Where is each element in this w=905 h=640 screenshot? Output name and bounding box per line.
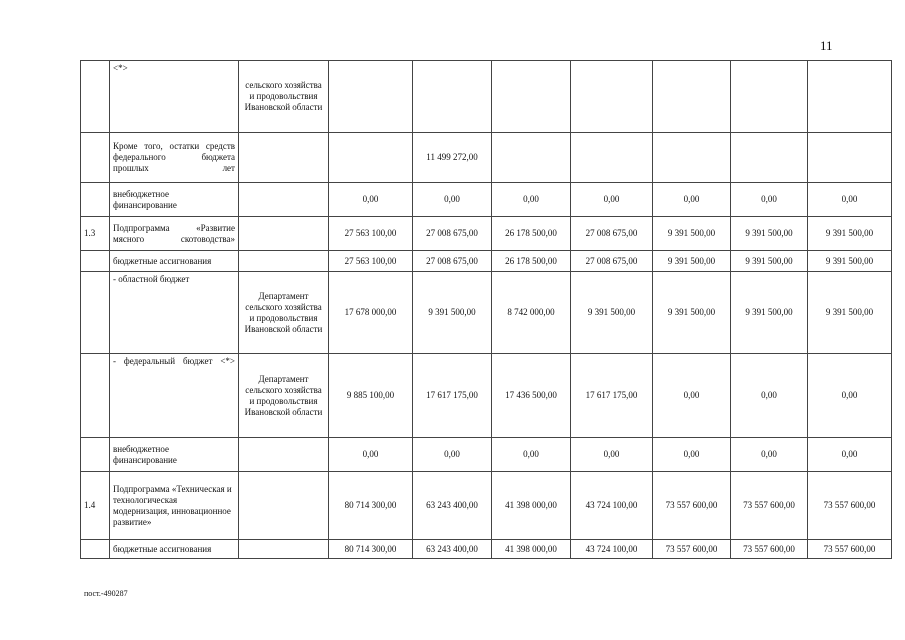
row-name-cell: внебюджетное финансирование (110, 438, 239, 472)
value-cell-3 (492, 133, 571, 183)
row-number-cell (81, 272, 110, 354)
row-name-cell: Кроме того, остатки средств федерального бюджета прошлых лет (110, 133, 239, 183)
value-cell-5: 0,00 (653, 438, 731, 472)
row-name-cell: внебюджетное финансирование (110, 183, 239, 217)
table-row (81, 354, 892, 438)
value-cell-2 (413, 61, 492, 133)
row-number-cell (81, 354, 110, 438)
row-number-cell (81, 183, 110, 217)
row-number-cell (81, 438, 110, 472)
footer-code: пост.-490287 (84, 589, 128, 598)
value-cell-4: 27 008 675,00 (571, 251, 653, 272)
table-row (81, 251, 892, 272)
responsible-cell: Департамент сельского хозяйства и продовольствия Ивановской области (239, 272, 329, 354)
value-cell-5: 9 391 500,00 (653, 217, 731, 251)
value-cell-2: 27 008 675,00 (413, 217, 492, 251)
table-row (81, 133, 892, 183)
page-number: 11 (820, 38, 833, 53)
value-cell-3: 26 178 500,00 (492, 251, 571, 272)
value-cell-5: 9 391 500,00 (653, 251, 731, 272)
value-cell-7 (808, 133, 892, 183)
value-cell-1 (329, 61, 413, 133)
row-name-cell: <*> (110, 61, 239, 133)
table-row (81, 472, 892, 540)
value-cell-4 (571, 61, 653, 133)
value-cell-3: 0,00 (492, 183, 571, 217)
value-cell-4: 0,00 (571, 438, 653, 472)
row-number-cell: 1.4 (81, 472, 110, 540)
row-name-cell: - областной бюджет (110, 272, 239, 354)
value-cell-1: 27 563 100,00 (329, 217, 413, 251)
row-number-cell (81, 133, 110, 183)
value-cell-3: 8 742 000,00 (492, 272, 571, 354)
value-cell-7: 73 557 600,00 (808, 540, 892, 559)
value-cell-6 (731, 61, 808, 133)
value-cell-1: 17 678 000,00 (329, 272, 413, 354)
value-cell-7 (808, 61, 892, 133)
value-cell-1: 80 714 300,00 (329, 472, 413, 540)
table-row (81, 217, 892, 251)
responsible-cell (239, 472, 329, 540)
responsible-cell: Департамент сельского хозяйства и продовольствия Ивановской области (239, 354, 329, 438)
value-cell-1: 0,00 (329, 183, 413, 217)
value-cell-6: 73 557 600,00 (731, 540, 808, 559)
table-row (81, 61, 892, 133)
value-cell-1: 9 885 100,00 (329, 354, 413, 438)
value-cell-3: 0,00 (492, 438, 571, 472)
value-cell-4 (571, 133, 653, 183)
responsible-cell (239, 438, 329, 472)
value-cell-4: 43 724 100,00 (571, 472, 653, 540)
value-cell-2: 0,00 (413, 438, 492, 472)
value-cell-7: 0,00 (808, 183, 892, 217)
table-row (81, 183, 892, 217)
value-cell-7: 9 391 500,00 (808, 217, 892, 251)
value-cell-6: 0,00 (731, 183, 808, 217)
value-cell-2: 27 008 675,00 (413, 251, 492, 272)
value-cell-4: 43 724 100,00 (571, 540, 653, 559)
value-cell-5: 0,00 (653, 183, 731, 217)
row-name-cell: бюджетные ассигнования (110, 251, 239, 272)
value-cell-6: 0,00 (731, 438, 808, 472)
value-cell-7: 73 557 600,00 (808, 472, 892, 540)
value-cell-6: 0,00 (731, 354, 808, 438)
row-number-cell (81, 61, 110, 133)
value-cell-4: 9 391 500,00 (571, 272, 653, 354)
row-name-cell: бюджетные ассигнования (110, 540, 239, 559)
value-cell-6: 73 557 600,00 (731, 472, 808, 540)
responsible-cell (239, 183, 329, 217)
row-name-cell: - федеральный бюджет <*> (110, 354, 239, 438)
value-cell-6: 9 391 500,00 (731, 217, 808, 251)
table-row (81, 438, 892, 472)
value-cell-7: 9 391 500,00 (808, 272, 892, 354)
responsible-cell (239, 251, 329, 272)
value-cell-3: 41 398 000,00 (492, 472, 571, 540)
responsible-cell (239, 217, 329, 251)
budget-table (80, 60, 892, 559)
responsible-cell (239, 133, 329, 183)
value-cell-1: 80 714 300,00 (329, 540, 413, 559)
value-cell-5: 73 557 600,00 (653, 472, 731, 540)
value-cell-6: 9 391 500,00 (731, 272, 808, 354)
value-cell-3: 26 178 500,00 (492, 217, 571, 251)
value-cell-6 (731, 133, 808, 183)
value-cell-1: 0,00 (329, 438, 413, 472)
value-cell-4: 17 617 175,00 (571, 354, 653, 438)
responsible-cell: сельского хозяйства и продовольствия Ивановской области (239, 61, 329, 133)
value-cell-1: 27 563 100,00 (329, 251, 413, 272)
value-cell-5 (653, 61, 731, 133)
row-name-cell: Подпрограмма «Техническая и технологическая модернизация, инновационное развитие» (110, 472, 239, 540)
value-cell-5: 9 391 500,00 (653, 272, 731, 354)
row-number-cell (81, 540, 110, 559)
value-cell-2: 63 243 400,00 (413, 540, 492, 559)
row-number-cell: 1.3 (81, 217, 110, 251)
value-cell-7: 0,00 (808, 354, 892, 438)
value-cell-3 (492, 61, 571, 133)
value-cell-4: 0,00 (571, 183, 653, 217)
value-cell-2: 0,00 (413, 183, 492, 217)
value-cell-1 (329, 133, 413, 183)
row-number-cell (81, 251, 110, 272)
value-cell-7: 9 391 500,00 (808, 251, 892, 272)
value-cell-7: 0,00 (808, 438, 892, 472)
value-cell-5: 73 557 600,00 (653, 540, 731, 559)
value-cell-4: 27 008 675,00 (571, 217, 653, 251)
table-row (81, 272, 892, 354)
table-body (81, 61, 892, 559)
value-cell-5: 0,00 (653, 354, 731, 438)
value-cell-2: 11 499 272,00 (413, 133, 492, 183)
value-cell-6: 9 391 500,00 (731, 251, 808, 272)
value-cell-2: 9 391 500,00 (413, 272, 492, 354)
table-row (81, 540, 892, 559)
row-name-cell: Подпрограмма «Развитие мясного скотоводства» (110, 217, 239, 251)
value-cell-5 (653, 133, 731, 183)
value-cell-3: 41 398 000,00 (492, 540, 571, 559)
value-cell-2: 63 243 400,00 (413, 472, 492, 540)
responsible-cell (239, 540, 329, 559)
value-cell-2: 17 617 175,00 (413, 354, 492, 438)
value-cell-3: 17 436 500,00 (492, 354, 571, 438)
